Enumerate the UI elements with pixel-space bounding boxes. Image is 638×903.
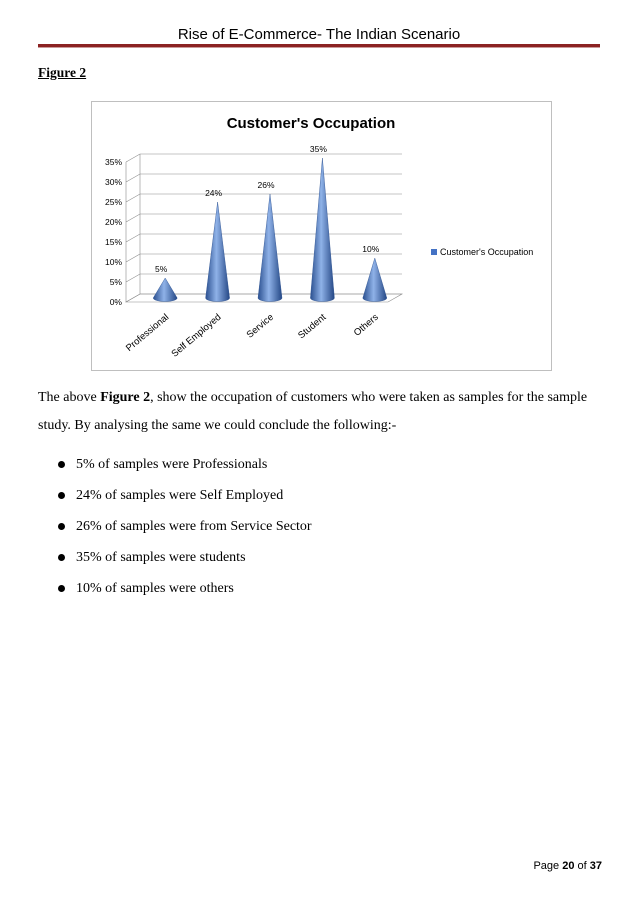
- bar: [153, 278, 177, 301]
- bar: [363, 258, 387, 302]
- para-bold: Figure 2: [100, 390, 151, 405]
- list-item: 10% of samples were others: [40, 576, 312, 607]
- gridline: [126, 154, 402, 162]
- data-label: 10%: [362, 244, 380, 254]
- occupation-chart: [92, 102, 551, 370]
- bullet-icon: [58, 492, 65, 499]
- list-item: 5% of samples were Professionals: [40, 452, 312, 483]
- data-label: 5%: [155, 264, 168, 274]
- y-tick-label: 35%: [104, 157, 122, 167]
- list-item: 26% of samples were from Service Sector: [40, 514, 312, 545]
- y-tick-label: 30%: [104, 177, 122, 187]
- x-tick-label: Professional: [124, 311, 172, 354]
- bar: [310, 158, 334, 302]
- y-tick-label: 20%: [104, 217, 122, 227]
- chart-title: Customer's Occupation: [226, 115, 396, 132]
- list-item: 35% of samples were students: [40, 545, 312, 576]
- y-axis-ticks: [105, 157, 122, 307]
- para-part2: , show the occupation of customers who were taken as samples for the sample study. By analysing the same we could conclude the following:-: [38, 390, 588, 433]
- bullet-icon: [58, 461, 65, 468]
- x-tick-label: Student: [296, 311, 329, 342]
- bullet-list: [40, 452, 312, 607]
- gridline: [126, 214, 402, 222]
- para-part1: The above: [38, 390, 101, 405]
- y-tick-label: 25%: [104, 197, 122, 207]
- gridline: [126, 234, 402, 242]
- body-paragraph: [38, 384, 603, 440]
- figure-label: Figure 2: [38, 65, 87, 80]
- bullet-icon: [58, 554, 65, 561]
- y-tick-label: 5%: [109, 277, 122, 287]
- cone-bar: [258, 194, 282, 302]
- bullet-icon: [58, 585, 65, 592]
- data-label: 26%: [257, 180, 275, 190]
- header-rule: [38, 44, 600, 48]
- chart-container: [91, 101, 552, 371]
- cone-bar: [153, 278, 177, 301]
- bar: [258, 194, 282, 302]
- y-tick-label: 15%: [104, 237, 122, 247]
- data-label: 35%: [309, 144, 327, 154]
- list-item: 24% of samples were Self Employed: [40, 483, 312, 514]
- gridline: [126, 194, 402, 202]
- legend-swatch: [431, 249, 437, 255]
- cone-bar: [310, 158, 334, 302]
- page-total: 37: [589, 860, 602, 872]
- legend-label: Customer's Occupation: [440, 247, 534, 257]
- y-tick-label: 0%: [109, 297, 122, 307]
- header-title: Rise of E-Commerce- The Indian Scenario: [177, 26, 461, 43]
- data-label: 24%: [205, 188, 223, 198]
- x-axis-labels: [124, 312, 381, 360]
- page-number: 20: [562, 860, 575, 872]
- y-tick-label: 10%: [104, 257, 122, 267]
- x-tick-label: Service: [244, 311, 276, 341]
- cone-bar: [206, 202, 230, 302]
- page-footer: Page 20 of 37: [533, 860, 602, 872]
- cone-bar: [363, 258, 387, 302]
- bar: [206, 202, 230, 302]
- x-tick-label: Others: [351, 311, 381, 339]
- bullet-icon: [58, 523, 65, 530]
- legend: [431, 247, 533, 257]
- x-tick-label: Self Employed: [169, 311, 224, 360]
